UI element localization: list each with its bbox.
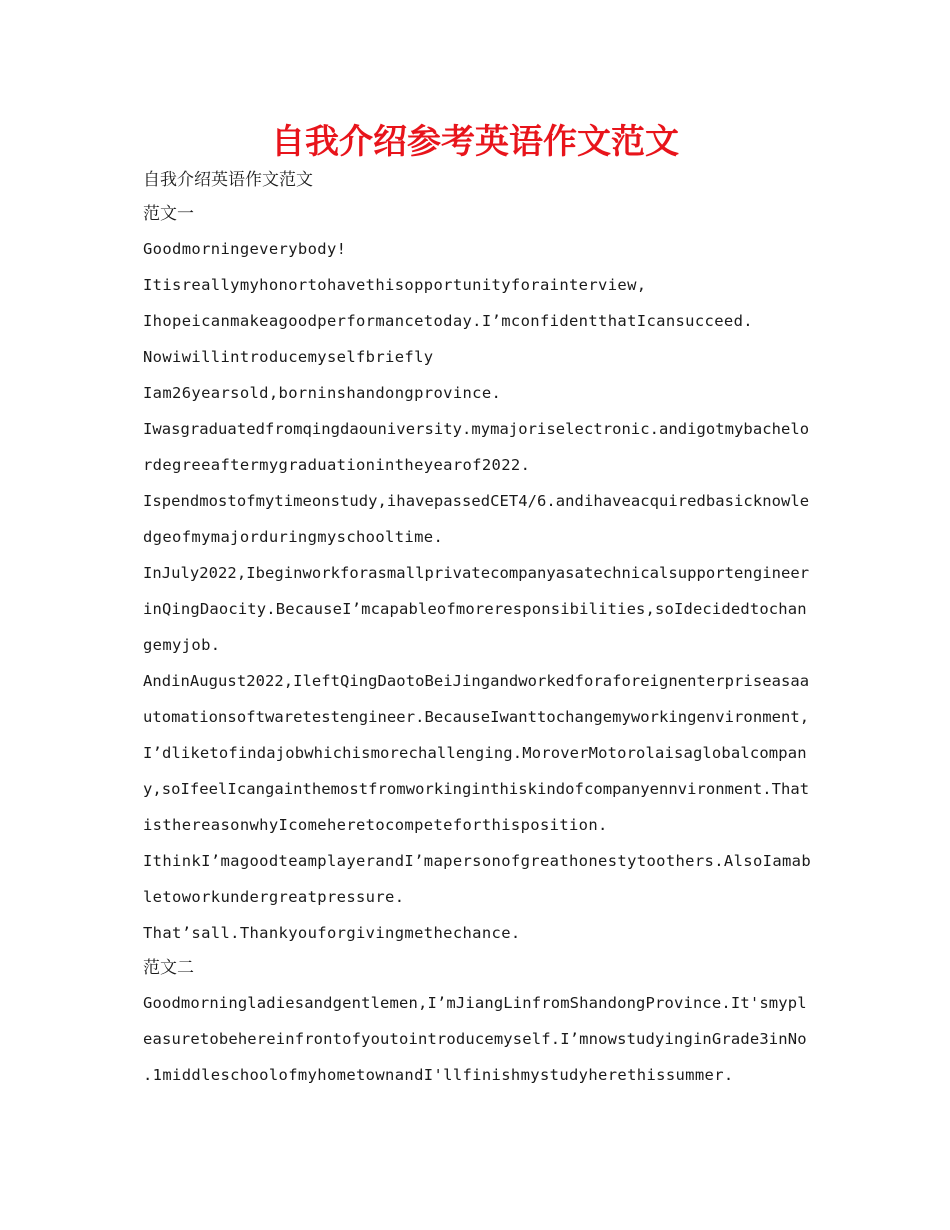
paragraph-line: That’sall.Thankyouforgivingmethechance. <box>143 924 521 942</box>
paragraph-line: utomationsoftwaretestengineer.BecauseIwanttochangemyworkingenvironment, <box>143 708 810 726</box>
paragraph-line: dgeofmymajorduringmyschooltime. <box>143 528 444 546</box>
document-body <box>143 163 811 1093</box>
paragraph-line: y,soIfeelIcangainthemostfromworkinginthiskindofcompanyennvironment.That <box>143 780 810 798</box>
paragraph-line: gemyjob. <box>143 636 221 654</box>
heading-line: 范文一 <box>143 204 194 224</box>
paragraph-line: rdegreeaftermygraduationintheyearof2022. <box>143 456 531 474</box>
paragraph-line: Iam26yearsold,borninshandongprovince. <box>143 384 502 402</box>
paragraph-line: InJuly2022,Ibeginworkforasmallprivatecompanyasatechnicalsupportengineer <box>143 564 810 582</box>
paragraph-line: Goodmorningeverybody! <box>143 240 347 258</box>
paragraph-line: I’dliketofindajobwhichismorechallenging.MoroverMotorolaisaglobalcompan <box>143 744 807 762</box>
paragraph-line: isthereasonwhyIcomeheretocompeteforthisposition. <box>143 816 608 834</box>
paragraph-line: AndinAugust2022,IleftQingDaotoBeiJingandworkedforaforeignenterpriseasaa <box>143 672 810 690</box>
heading-line: 范文二 <box>143 958 194 978</box>
heading-line: 自我介绍英语作文范文 <box>143 170 313 190</box>
document-title: 自我介绍参考英语作文范文 <box>271 122 679 162</box>
paragraph-line: Nowiwillintroducemyselfbriefly <box>143 348 434 366</box>
paragraph-line: Itisreallymyhonortohavethisopportunityforainterview, <box>143 276 647 294</box>
paragraph-line: Iwasgraduatedfromqingdaouniversity.mymajoriselectronic.andigotmybachelo <box>143 420 810 438</box>
paragraph-line: IthinkI’magoodteamplayerandI’mapersonofgreathonestytoothers.AlsoIamab <box>143 852 811 870</box>
paragraph-line: easuretobehereinfrontofyoutointroducemyself.I’mnowstudyinginGrade3inNo <box>143 1030 807 1048</box>
paragraph-line: Ispendmostofmytimeonstudy,ihavepassedCET4/6.andihaveacquiredbasicknowle <box>143 492 810 510</box>
paragraph-line: Ihopeicanmakeagoodperformancetoday.I’mconfidentthatIcansucceed. <box>143 312 753 330</box>
paragraph-line: letoworkundergreatpressure. <box>143 888 405 906</box>
paragraph-line: Goodmorningladiesandgentlemen,I’mJiangLinfromShandongProvince.It'smypl <box>143 994 807 1012</box>
paragraph-line: inQingDaocity.BecauseI’mcapableofmoreresponsibilities,soIdecidedtochan <box>143 600 807 618</box>
paragraph-line: .1middleschoolofmyhometownandI'llfinishmystudyherethissummer. <box>143 1066 734 1084</box>
